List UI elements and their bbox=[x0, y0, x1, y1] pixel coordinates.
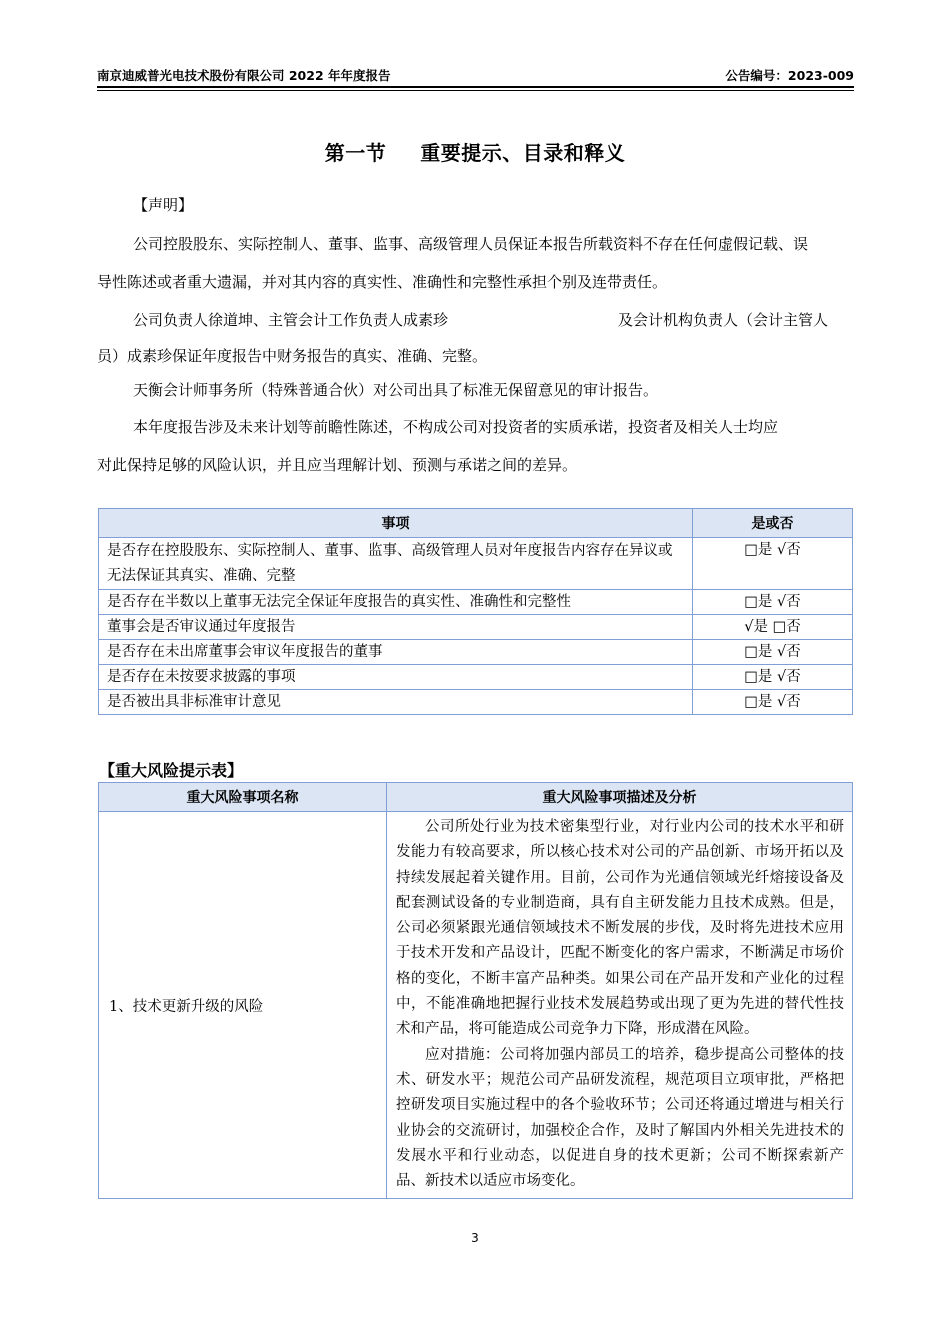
matter-item: 董事会是否审议通过年度报告 bbox=[99, 615, 693, 640]
risk-analysis: 公司所处行业为技术密集型行业，对行业内公司的技术水平和研发能力有较高要求，所以核心技术对公司的产品创新、市场开拓以及持续发展起着关键作用。目前，公司作为光通信领域光纤熔接设备及配套测试设备的专业制造商，具有自主研发能力且技术成熟。但是，公司必须紧跟光通信领域技术不断发展的步伐，及时将先进技术应用于技术开发和产品设计，匹配不断变化的客户需求，不断满足市场价格的变化，不断丰富产品种类。如果公司在产品开发和产业化的过程中，不能准确地把握行业技术发展趋势或出现了更为先进的替代性技术和产品，将可能造成公司竞争力下降，形成潜在风险。 bbox=[396, 819, 844, 1038]
matter-item: 是否存在半数以上董事无法完全保证年度报告的真实性、准确性和完整性 bbox=[99, 590, 693, 615]
statement-paragraph-1: 公司控股股东、实际控制人、董事、监事、高级管理人员保证本报告所载资料不存在任何虚假记载、误 导性陈述或者重大遗漏，并对其内容的真实性、准确性和完整性承担个别及连带责任。 bbox=[97, 235, 809, 291]
column-header-answer: 是或否 bbox=[693, 509, 853, 538]
matter-answer: □是 √否 bbox=[693, 690, 853, 715]
declaration-label: 【声明】 bbox=[133, 196, 194, 214]
matter-answer: □是 √否 bbox=[693, 640, 853, 665]
page-number: 3 bbox=[471, 1231, 479, 1245]
matter-answer: √是 □否 bbox=[693, 615, 853, 640]
matter-answer: □是 √否 bbox=[693, 538, 853, 590]
table-header-row bbox=[99, 509, 853, 538]
page-header bbox=[97, 66, 854, 84]
matter-item: 是否存在未按要求披露的事项 bbox=[99, 665, 693, 690]
section-number: 第一节 bbox=[324, 141, 387, 165]
statement-paragraph-3: 天衡会计师事务所（特殊普通合伙）对公司出具了标准无保留意见的审计报告。 bbox=[133, 381, 659, 399]
risk-name: 1、技术更新升级的风险 bbox=[99, 812, 387, 1199]
matters-table bbox=[98, 508, 853, 715]
statement-paragraph-4: 本年度报告涉及未来计划等前瞻性陈述，不构成公司对投资者的实质承诺，投资者及相关人士均应 对此保持足够的风险认识，并且应当理解计划、预测与承诺之间的差异。 bbox=[97, 418, 779, 474]
column-header-item: 事项 bbox=[99, 509, 693, 538]
matter-item: 是否存在未出席董事会审议年度报告的董事 bbox=[99, 640, 693, 665]
table-row bbox=[99, 590, 853, 615]
risk-table bbox=[98, 782, 853, 1199]
column-header-risk-desc: 重大风险事项描述及分析 bbox=[387, 783, 853, 812]
header-announcement-number: 公告编号：2023-009 bbox=[725, 68, 854, 83]
table-row bbox=[99, 690, 853, 715]
table-row bbox=[99, 538, 853, 590]
header-rule-thin bbox=[97, 90, 854, 91]
section-title bbox=[0, 137, 950, 166]
matter-answer: □是 √否 bbox=[693, 665, 853, 690]
header-company-title: 南京迪威普光电技术股份有限公司 2022 年年度报告 bbox=[97, 68, 391, 83]
statement-paragraph-2: 公司负责人徐道坤、主管会计工作负责人成素珍 及会计机构负责人（会计主管人 员）成素珍保证年度报告中财务报告的真实、准确、完整。 bbox=[97, 311, 828, 365]
table-row bbox=[99, 640, 853, 665]
matter-item: 是否存在控股股东、实际控制人、董事、监事、高级管理人员对年度报告内容存在异议或无法保证其真实、准确、完整 bbox=[99, 538, 693, 590]
matter-item: 是否被出具非标准审计意见 bbox=[99, 690, 693, 715]
table-row bbox=[99, 665, 853, 690]
table-row bbox=[99, 615, 853, 640]
risk-countermeasures: 应对措施：公司将加强内部员工的培养，稳步提高公司整体的技术、研发水平；规范公司产品研发流程，规范项目立项审批，严格把控研发项目实施过程中的各个验收环节；公司还将通过增进与相关行业协会的交流研讨，加强校企合作，及时了解国内外相关先进技术的发展水平和行业动态，以促进自身的技术更新；公司不断探索新产品、新技术以适应市场变化。 bbox=[396, 1046, 844, 1190]
table-row bbox=[99, 812, 853, 1199]
column-header-risk-name: 重大风险事项名称 bbox=[99, 783, 387, 812]
matter-answer: □是 √否 bbox=[693, 590, 853, 615]
risk-description bbox=[387, 812, 853, 1199]
section-name: 重要提示、目录和释义 bbox=[420, 141, 626, 165]
table-header-row bbox=[99, 783, 853, 812]
header-rule bbox=[97, 86, 854, 88]
risk-section-title: 【重大风险提示表】 bbox=[99, 761, 244, 780]
